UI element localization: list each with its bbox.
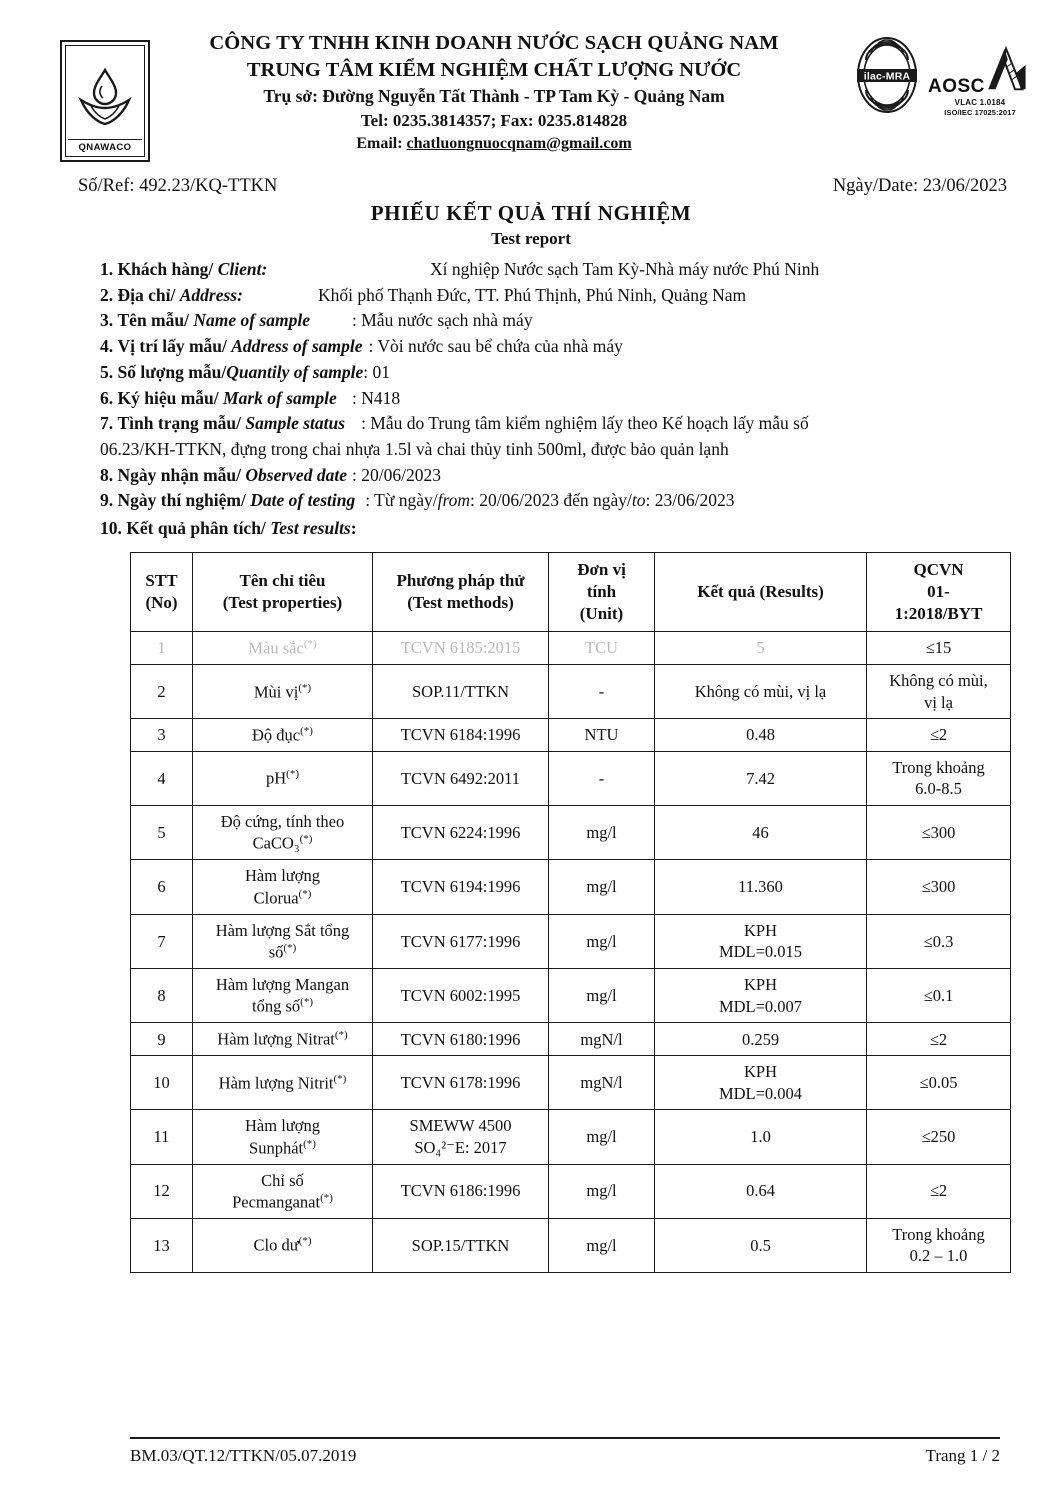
property-name-line2: số(*) <box>268 942 297 962</box>
cell-unit <box>549 1023 655 1056</box>
cell-qcvn <box>867 719 1011 752</box>
test-method: SOP.11/TTKN <box>411 681 510 701</box>
accredited-marker: (*) <box>333 1072 347 1085</box>
column-header-stt: STT (No) <box>131 552 193 631</box>
field-sample-position-value: : Vòi nước sau bể chứa của nhà máy <box>368 336 623 357</box>
table-row <box>131 719 1011 752</box>
result-value: 0.48 <box>746 725 775 745</box>
result-value: Không có mùi, vị lạ <box>694 681 827 701</box>
result-value: 7.42 <box>746 768 775 788</box>
field-sample-quantity-value: : 01 <box>363 361 391 382</box>
qcvn-limit: Không có mùi, <box>889 671 988 691</box>
field-testing-date-value: : Từ ngày/from: 20/06/2023 đến ngày/to: 23/06/2023 <box>365 490 735 511</box>
cell-unit <box>549 968 655 1022</box>
field-observed-date-value: : 20/06/2023 <box>352 464 441 485</box>
field-sample-mark-label: 6. Ký hiệu mẫu/ Mark of sample <box>100 387 337 408</box>
row-number: 2 <box>157 681 166 701</box>
unit-value: mgN/l <box>580 1029 623 1049</box>
field-sample-name <box>100 308 1022 334</box>
unit-value: mg/l <box>586 1181 617 1201</box>
cell-result <box>655 1056 867 1110</box>
result-value: 0.5 <box>750 1235 771 1255</box>
cell-method <box>373 1056 549 1110</box>
row-number: 11 <box>153 1127 170 1147</box>
reference-number <box>78 176 277 197</box>
cell-result <box>655 719 867 752</box>
cell-method <box>373 1023 549 1056</box>
accredited-marker: (*) <box>298 887 312 900</box>
cell-result <box>655 914 867 968</box>
cell-result <box>655 1164 867 1218</box>
result-value: KPH <box>743 920 777 940</box>
unit-value: - <box>598 681 605 701</box>
test-method: TCVN 6177:1996 <box>400 931 521 951</box>
field-sample-quantity-label: 5. Số lượng mẫu/Quantily of sample <box>100 361 364 382</box>
field-observed-date-label: 8. Ngày nhận mẫu/ Observed date <box>100 464 347 485</box>
aosc-logo-text: AOSC <box>928 76 985 97</box>
cell-qcvn <box>867 1023 1011 1056</box>
email-link[interactable]: chatluongnuocqnam@gmail.com <box>406 134 632 152</box>
qnawaco-logo-text: QNAWACO <box>68 139 142 154</box>
property-name: Hàm lượng Mangan <box>215 974 350 994</box>
qcvn-limit: ≤0.05 <box>919 1072 958 1092</box>
cell-qcvn <box>867 1110 1011 1164</box>
report-date <box>833 176 1007 197</box>
result-value: 1.0 <box>750 1127 771 1147</box>
cell-qcvn <box>867 751 1011 805</box>
field-sample-quantity <box>100 360 1022 386</box>
qcvn-limit-line2: 0.2 – 1.0 <box>909 1246 968 1266</box>
document-header <box>0 0 1062 162</box>
field-sample-name-value: : Mẫu nước sạch nhà máy <box>352 310 533 331</box>
cell-result <box>655 1023 867 1056</box>
document-footer <box>0 1437 1062 1466</box>
cell-method <box>373 719 549 752</box>
field-address <box>100 283 1022 309</box>
table-row <box>131 805 1011 859</box>
aosc-mark-icon <box>985 40 1032 98</box>
cell-method <box>373 1110 549 1164</box>
cell-method <box>373 632 549 665</box>
test-results-table <box>130 552 1011 1273</box>
cell-property <box>193 860 373 914</box>
qcvn-limit: ≤0.3 <box>923 931 954 951</box>
test-method: TCVN 6002:1995 <box>400 985 521 1005</box>
cell-qcvn <box>867 968 1011 1022</box>
cell-qcvn <box>867 665 1011 719</box>
table-row <box>131 665 1011 719</box>
cell-method <box>373 1218 549 1272</box>
cell-unit <box>549 751 655 805</box>
accredited-marker: (*) <box>334 1029 348 1042</box>
table-row <box>131 1110 1011 1164</box>
field-testing-date-label: 9. Ngày thí nghiệm/ Date of testing <box>100 490 356 511</box>
company-logo-container <box>60 40 156 162</box>
row-number: 10 <box>153 1072 170 1092</box>
reference-line <box>0 162 1062 197</box>
table-row <box>131 1164 1011 1218</box>
property-name-line2: Clorua(*) <box>253 887 312 908</box>
column-header-unit: Đơn vị tính (Unit) <box>549 552 655 631</box>
row-number: 5 <box>157 822 166 842</box>
cell-stt <box>131 1164 193 1218</box>
property-name: Clo dư(*) <box>253 1235 312 1255</box>
cell-unit <box>549 914 655 968</box>
cell-property <box>193 751 373 805</box>
field-sample-status <box>100 411 1022 437</box>
test-method: SMEWW 4500 <box>409 1116 512 1136</box>
test-method: TCVN 6185:2015 <box>400 638 521 658</box>
cell-qcvn <box>867 860 1011 914</box>
cell-stt <box>131 1218 193 1272</box>
water-drop-icon <box>68 51 142 139</box>
cell-property <box>193 1023 373 1056</box>
cell-property <box>193 1164 373 1218</box>
test-method: TCVN 6492:2011 <box>400 768 520 788</box>
cell-result <box>655 751 867 805</box>
property-name-line2: Pecmanganat(*) <box>232 1191 333 1212</box>
cell-method <box>373 751 549 805</box>
cell-stt <box>131 860 193 914</box>
cell-qcvn <box>867 1164 1011 1218</box>
table-row <box>131 968 1011 1022</box>
field-observed-date <box>100 463 1022 489</box>
form-code: BM.03/QT.12/TTKN/05.07.2019 <box>130 1446 357 1465</box>
field-sample-position <box>100 334 1022 360</box>
cell-unit <box>549 1110 655 1164</box>
cell-method <box>373 665 549 719</box>
cell-result <box>655 805 867 859</box>
result-detection-limit: MDL=0.015 <box>718 942 803 962</box>
qcvn-limit: ≤300 <box>921 877 956 897</box>
row-number: 9 <box>157 1029 166 1049</box>
email-label: Email: <box>356 134 407 152</box>
accredited-marker: (*) <box>320 1191 333 1204</box>
company-email-line <box>160 133 828 156</box>
row-number: 1 <box>157 638 166 658</box>
cell-qcvn <box>867 805 1011 859</box>
cell-result <box>655 1110 867 1164</box>
cell-property <box>193 1056 373 1110</box>
cell-property <box>193 805 373 859</box>
cell-result <box>655 860 867 914</box>
field-sample-status-label: 7. Tình trạng mẫu/ Sample status <box>100 413 346 434</box>
aosc-accreditation-code: VLAC 1.0184 <box>954 98 1006 107</box>
result-value: 5 <box>756 638 765 658</box>
field-address-value: Khối phố Thạnh Đức, TT. Phú Thịnh, Phú Ninh, Quảng Nam <box>318 284 747 305</box>
cell-stt <box>131 665 193 719</box>
aosc-standard-code: ISO/IEC 17025:2017 <box>944 108 1016 117</box>
cell-stt <box>131 751 193 805</box>
table-header-row <box>131 552 1011 631</box>
cell-unit <box>549 1056 655 1110</box>
accredited-marker: (*) <box>298 681 312 694</box>
cell-property <box>193 632 373 665</box>
result-detection-limit: MDL=0.007 <box>718 996 803 1016</box>
unit-value: mg/l <box>586 931 617 951</box>
cell-result <box>655 1218 867 1272</box>
test-method: TCVN 6194:1996 <box>400 877 521 897</box>
test-method: TCVN 6180:1996 <box>400 1029 521 1049</box>
result-value: 46 <box>752 822 769 842</box>
cell-property <box>193 665 373 719</box>
property-name-line2: Sunphát(*) <box>249 1137 316 1158</box>
unit-value: mg/l <box>586 1235 617 1255</box>
qcvn-limit: ≤2 <box>929 1181 948 1201</box>
table-row <box>131 751 1011 805</box>
row-number: 12 <box>153 1181 170 1201</box>
field-address-label: 2. Địa chỉ/ Address: <box>100 284 243 305</box>
qcvn-limit: ≤2 <box>929 1029 948 1049</box>
test-method: TCVN 6186:1996 <box>400 1181 521 1201</box>
row-number: 7 <box>157 931 166 951</box>
company-address-line: Trụ sở: Đường Nguyễn Tất Thành - TP Tam Kỳ - Quảng Nam <box>263 86 725 107</box>
cell-unit <box>549 665 655 719</box>
table-body <box>131 632 1011 1273</box>
qcvn-limit: ≤2 <box>929 725 948 745</box>
reference-number-value: 492.23/KQ-TTKN <box>139 176 278 196</box>
result-value: 11.360 <box>738 877 783 897</box>
company-name-line2: TRUNG TÂM KIỂM NGHIỆM CHẤT LƯỢNG NƯỚC <box>246 59 742 82</box>
accredited-marker: (*) <box>300 725 313 737</box>
row-number: 6 <box>157 877 166 897</box>
field-results-heading: 10. Kết quả phân tích/ Test results: <box>100 518 357 539</box>
page-number: Trang 1 / 2 <box>925 1446 1000 1465</box>
cell-unit <box>549 632 655 665</box>
accredited-marker: (*) <box>299 833 313 846</box>
cell-method <box>373 1164 549 1218</box>
results-table-container <box>0 542 1062 1273</box>
cell-property <box>193 968 373 1022</box>
row-number: 3 <box>157 725 166 745</box>
qcvn-limit: ≤300 <box>921 822 956 842</box>
cell-qcvn <box>867 632 1011 665</box>
accredited-marker: (*) <box>286 768 299 781</box>
qnawaco-logo <box>60 40 150 162</box>
field-sample-status-continuation: 06.23/KH-TTKN, đựng trong chai nhựa 1.5l và chai thủy tinh 500ml, được bảo quản lạnh <box>100 439 729 460</box>
cell-result <box>655 968 867 1022</box>
cell-method <box>373 805 549 859</box>
property-name: Hàm lượng <box>245 866 320 886</box>
property-name: Mùi vị(*) <box>253 681 312 702</box>
qcvn-limit: Trong khoảng <box>892 757 985 777</box>
qcvn-limit: ≤15 <box>925 638 952 658</box>
property-name: Chỉ số <box>261 1170 304 1190</box>
field-client-value: Xí nghiệp Nước sạch Tam Kỳ-Nhà máy nước Phú Ninh <box>430 259 820 279</box>
field-sample-mark <box>100 386 1022 412</box>
unit-value: mgN/l <box>580 1072 623 1092</box>
result-value: KPH <box>743 975 777 995</box>
qcvn-limit: ≤250 <box>921 1127 956 1147</box>
cell-stt <box>131 632 193 665</box>
report-date-value: 23/06/2023 <box>922 176 1007 196</box>
property-name: Hàm lượng Sắt tổng <box>215 920 350 940</box>
unit-value: NTU <box>584 725 619 745</box>
cell-property <box>193 914 373 968</box>
cell-stt <box>131 1110 193 1164</box>
cell-result <box>655 665 867 719</box>
unit-value: mg/l <box>586 822 617 842</box>
field-sample-position-label: 4. Vị trí lấy mẫu/ Address of sample <box>100 336 363 357</box>
test-method: SOP.15/TTKN <box>411 1235 510 1255</box>
unit-value: mg/l <box>586 877 617 897</box>
accredited-marker: (*) <box>283 942 297 954</box>
property-name: pH(*) <box>266 768 299 788</box>
cell-method <box>373 914 549 968</box>
row-number: 13 <box>153 1235 170 1255</box>
footer-divider <box>130 1437 1000 1439</box>
cell-method <box>373 968 549 1022</box>
cell-unit <box>549 719 655 752</box>
report-date-label: Ngày/Date: <box>832 176 923 196</box>
column-header-property: Tên chỉ tiêu (Test properties) <box>193 552 373 631</box>
cell-stt <box>131 719 193 752</box>
accredited-marker: (*) <box>300 996 313 1009</box>
cell-unit <box>549 860 655 914</box>
table-row <box>131 632 1011 665</box>
page-title: PHIẾU KẾT QUẢ THÍ NGHIỆM <box>370 201 692 225</box>
unit-value: TCU <box>585 638 618 658</box>
svg-text:ilac-MRA: ilac-MRA <box>863 70 911 83</box>
cell-property <box>193 1218 373 1272</box>
field-client-label: 1. Khách hàng/ Client: <box>100 259 268 279</box>
unit-value: mg/l <box>586 985 617 1005</box>
sample-info-block <box>0 249 1062 542</box>
test-method: TCVN 6184:1996 <box>400 725 521 745</box>
cell-stt <box>131 805 193 859</box>
cell-qcvn <box>867 1056 1011 1110</box>
property-name: Màu sắc(*) <box>248 638 317 658</box>
test-method: TCVN 6178:1996 <box>400 1072 521 1092</box>
result-value: 0.64 <box>746 1181 775 1201</box>
accredited-marker: (*) <box>303 638 317 651</box>
field-sample-status-value: : Mẫu do Trung tâm kiểm nghiệm lấy theo Kế hoạch lấy mẫu số <box>361 413 809 434</box>
cell-property <box>193 719 373 752</box>
property-name: Độ cứng, tính theo <box>220 811 345 831</box>
qcvn-limit-line2: 6.0-8.5 <box>915 779 962 799</box>
table-row <box>131 914 1011 968</box>
cell-stt <box>131 968 193 1022</box>
row-number: 8 <box>157 985 166 1005</box>
table-row <box>131 1056 1011 1110</box>
company-identity-block <box>156 30 832 155</box>
unit-value: mg/l <box>586 1127 617 1147</box>
cell-stt <box>131 914 193 968</box>
result-value: 0.259 <box>741 1029 780 1049</box>
qcvn-limit-line2: vị lạ <box>924 692 953 712</box>
property-name: Hàm lượng Nitrit(*) <box>218 1072 347 1093</box>
qcvn-limit: ≤0.1 <box>923 985 954 1005</box>
cell-qcvn <box>867 1218 1011 1272</box>
result-detection-limit: MDL=0.004 <box>718 1083 803 1103</box>
cell-result <box>655 632 867 665</box>
row-number: 4 <box>157 768 166 788</box>
table-row <box>131 1218 1011 1272</box>
accredited-marker: (*) <box>298 1235 312 1248</box>
qcvn-limit: Trong khoảng <box>892 1224 985 1244</box>
field-client <box>100 257 1022 283</box>
property-name: Hàm lượng Nitrat(*) <box>217 1029 348 1049</box>
reference-number-label: Số/Ref: <box>78 176 140 196</box>
unit-value: - <box>598 768 605 788</box>
column-header-qcvn: QCVN 01- 1:2018/BYT <box>867 552 1011 631</box>
test-method: TCVN 6224:1996 <box>400 822 521 842</box>
accreditation-logos <box>832 36 1032 117</box>
company-name-line1: CÔNG TY TNHH KINH DOANH NƯỚC SẠCH QUẢNG NAM <box>209 32 779 54</box>
ilac-mra-logo-icon <box>856 36 918 114</box>
table-row <box>131 1023 1011 1056</box>
cell-property <box>193 1110 373 1164</box>
result-value: KPH <box>743 1062 777 1082</box>
cell-method <box>373 860 549 914</box>
cell-stt <box>131 1023 193 1056</box>
property-name: Hàm lượng <box>245 1116 320 1136</box>
cell-qcvn <box>867 914 1011 968</box>
test-method-line2: SO₄²⁻E: 2017 <box>414 1137 507 1157</box>
aosc-logo-block <box>928 36 1032 117</box>
accredited-marker: (*) <box>303 1137 316 1150</box>
column-header-result: Kết quả (Results) <box>655 552 867 631</box>
table-row <box>131 860 1011 914</box>
company-phone-line: Tel: 0235.3814357; Fax: 0235.814828 <box>360 110 628 130</box>
cell-stt <box>131 1056 193 1110</box>
property-name-line2: tổng số(*) <box>252 996 313 1016</box>
cell-unit <box>549 1164 655 1218</box>
page-subtitle: Test report <box>491 229 571 248</box>
field-sample-mark-value: : N418 <box>352 387 401 408</box>
field-testing-date <box>100 488 1022 514</box>
cell-unit <box>549 805 655 859</box>
property-name: Độ đục(*) <box>252 725 313 745</box>
field-sample-name-label: 3. Tên mẫu/ Name of sample <box>100 310 311 331</box>
column-header-method: Phương pháp thử (Test methods) <box>373 552 549 631</box>
property-name-line2: CaCO₃(*) <box>252 833 313 853</box>
cell-unit <box>549 1218 655 1272</box>
